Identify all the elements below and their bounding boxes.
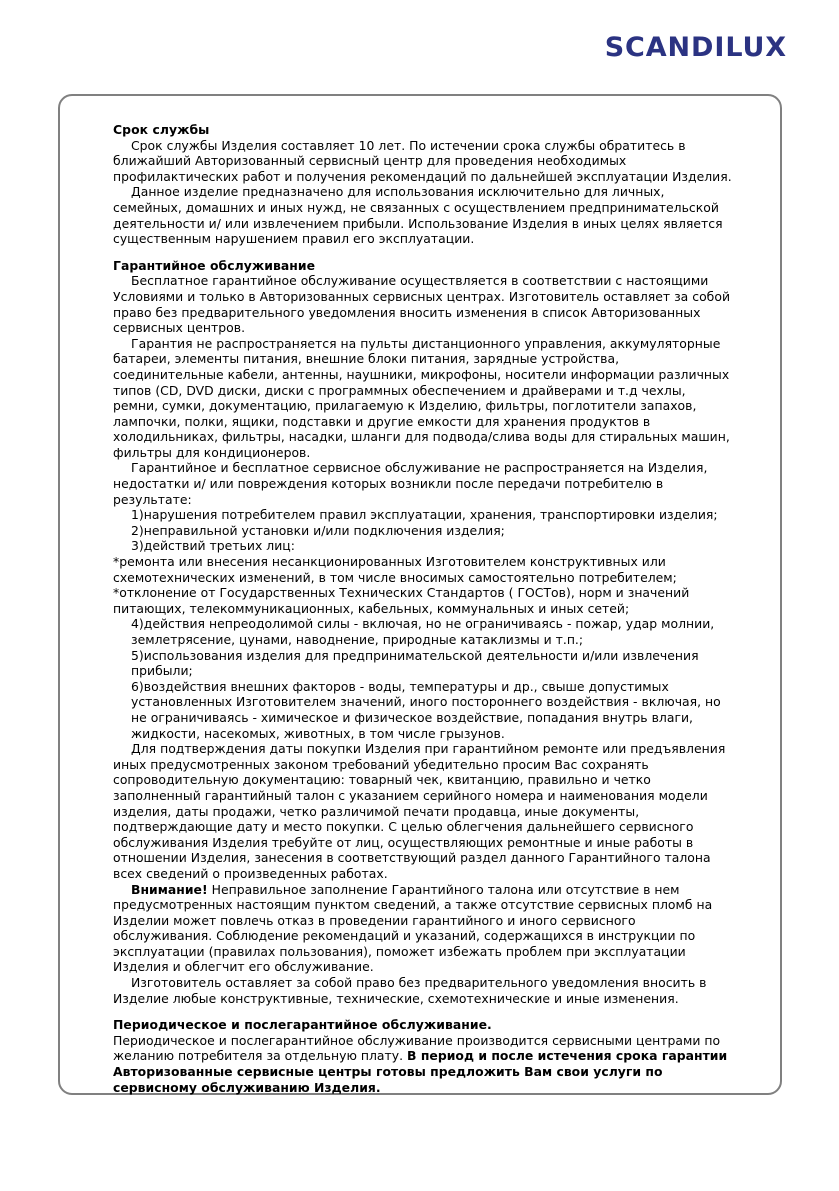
- scandilux-logo: SCANDILUX: [604, 31, 787, 63]
- document-content-frame: [58, 94, 782, 1095]
- section-periodic-service: [113, 1017, 733, 1095]
- paragraph-manufacturer-rights: Изготовитель оставляет за собой право без предварительного уведомления вносить в Изделие любые конструктивные, технические, схемотехнические и иные изменения.: [113, 975, 707, 1006]
- paragraph-warranty-3: Гарантийное и бесплатное сервисное обслуживание не распространяется на Изделия, недостатки и/ или повреждения которых возникли после передачи потребителю в результате:: [113, 460, 708, 507]
- warranty-exclusion-item-2: 2)неправильной установки и/или подключения изделия;: [131, 522, 505, 538]
- paragraph-service-life-2: Данное изделие предназначено для использования исключительно для личных, семейных, домашних и иных нужд, не связанных с осуществлением предпринимательской деятельности и/ или извлечением прибыли. Использование Изделия в иных целях является существенным нарушением правил его эксплуатации.: [113, 184, 723, 247]
- warranty-starred-item-1: *ремонта или внесения несанкционированных Изготовителем конструктивных или схемотехнических изменений, в том числе вносимых самостоятельно потребителем;: [113, 554, 677, 585]
- periodic-service-bold-text: В период и после истечения срока гарантии Авторизованные сервисные центры готовы предложить Вам свои услуги по сервисному обслуживанию Изделия.: [113, 1048, 728, 1095]
- paragraph-service-life-1: Срок службы Изделия составляет 10 лет. По истечении срока службы обратитесь в ближайший Авторизованный сервисный центр для проведения необходимых профилактических работ и получения рекомендаций по дальнейшей эксплуатации Изделия.: [113, 137, 732, 184]
- paragraph-attention: [113, 882, 733, 976]
- section-heading-service-life: Срок службы: [113, 122, 210, 137]
- paragraph-warranty-2: Гарантия не распространяется на пульты дистанционного управления, аккумуляторные батареи, элементы питания, внешние блоки питания, зарядные устройства, соединительные кабели, антенны, наушники, микрофоны, носители информации различных типов (CD, DVD диски, диски с программных обеспечением и драйверами и т.д чехлы, ремни, сумки, документацию, прилагаемую к Изделию, фильтры, поглотители запахов, лампочки, полки, ящики, подставки и другие емкости для хранения продуктов в холодильниках, фильтры, насадки, шланги для подвода/слива воды для стиральных машин, фильтры для кондиционеров.: [113, 335, 730, 460]
- brand-header: [0, 0, 839, 94]
- warranty-exclusion-item-1: 1)нарушения потребителем правил эксплуатации, хранения, транспортировки изделия;: [131, 507, 718, 523]
- warranty-exclusion-item-4: 4)действия непреодолимой силы - включая, но не ограничиваясь - пожар, удар молнии, землетрясение, цунами, наводнение, природные катаклизмы и т.п.;: [131, 616, 715, 647]
- paragraph-warranty-1: Бесплатное гарантийное обслуживание осуществляется в соответствии с настоящими Условиями и только в Авторизованных сервисных центрах. Изготовитель оставляет за собой право без предварительного уведомления вносить изменения в список Авторизованных сервисных центров.: [113, 273, 731, 336]
- warranty-exclusion-item-6: 6)воздействия внешних факторов - воды, температуры и др., свыше допустимых установленных Изготовителем значений, иного постороннего воздействия - включая, но не ограничиваясь - химическое и физическое воздействие, попадания внутрь влаги, жидкости, насекомых, животных, в том числе грызунов.: [131, 678, 721, 741]
- section-service-life: [113, 122, 733, 247]
- periodic-service-plain-text: Периодическое и послегарантийное обслуживание производится сервисными центрами по желанию потребителя за отдельную плату.: [113, 1032, 721, 1064]
- paragraph-purchase-proof: Для подтверждения даты покупки Изделия при гарантийном ремонте или предъявления иных предусмотренных законом требований убедительно просим Вас сохранять сопроводительную документацию: товарный чек, квитанцию, правильно и четко заполненный гарантийный талон с указанием серийного номера и наименования модели изделия, даты продажи, четко различимой печати продавца, иные документы, подтверждающие дату и место покупки. С целью облегчения дальнейшего сервисного обслуживания Изделия требуйте от лиц, осуществляющих ремонтные и иные работы в отношении Изделия, занесения в соответствующий раздел данного Гарантийного талона всех сведений о произведенных работах.: [113, 741, 726, 881]
- section-heading-warranty-service: Гарантийное обслуживание: [113, 257, 316, 273]
- paragraph-periodic-service: [113, 1033, 733, 1095]
- warranty-exclusion-item-3: 3)действий третьих лиц:: [131, 538, 295, 554]
- warranty-starred-item-2: *отклонение от Государственных Технических Стандартов ( ГОСТов), норм и значений питающих, телекоммуникационных, кабельных, коммунальных и иных сетей;: [113, 585, 690, 616]
- attention-text: Неправильное заполнение Гарантийного талона или отсутствие в нем предусмотренных настоящим пунктом сведений, а также отсутствие сервисных пломб на Изделии может повлечь отказ в проведении гарантийного и иного сервисного обслуживания. Соблюдение рекомендаций и указаний, содержащихся в инструкции по эксплуатации (правилах пользования), поможет избежать проблем при эксплуатации Изделия и облегчит его обслуживание.: [113, 881, 713, 975]
- document-body: [113, 122, 733, 1095]
- section-heading-periodic-service: Периодическое и послегарантийное обслуживание.: [113, 1017, 492, 1033]
- warranty-exclusion-item-5: 5)использования изделия для предпринимательской деятельности и/или извлечения прибыли;: [131, 647, 699, 679]
- section-warranty-service: [113, 258, 733, 1007]
- attention-label: Внимание!: [131, 881, 208, 897]
